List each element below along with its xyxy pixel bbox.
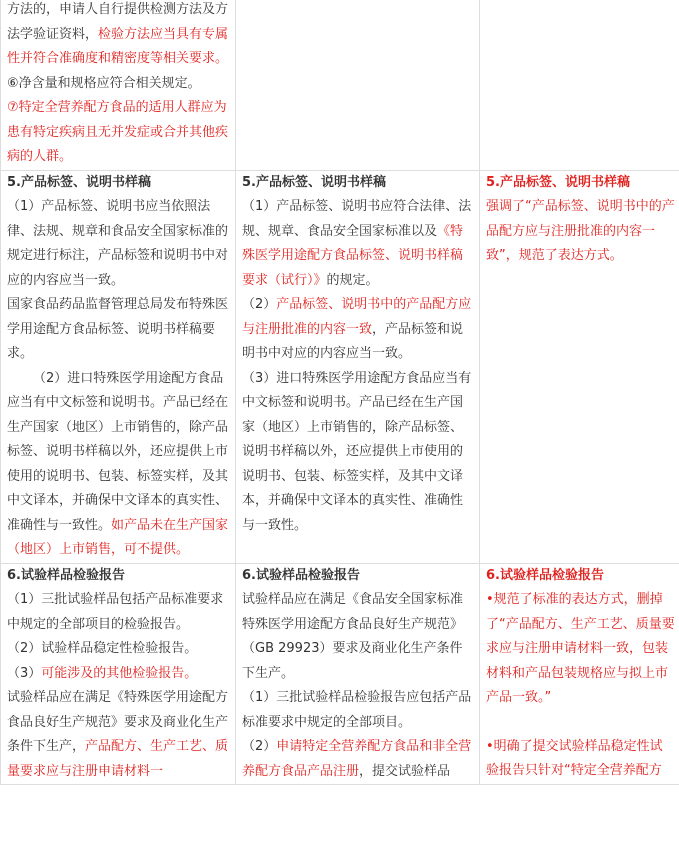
paragraph	[486, 735, 675, 784]
body-text: （1）三批试验样品检验报告应包括产品标准要求中规定的全部项目。	[242, 690, 472, 730]
highlighted-text: ⑦特定全营养配方食品的适用人群应为患有特定疾病且无并发症或合并其他疾病的人群。	[7, 100, 229, 164]
paragraph	[7, 686, 231, 784]
highlighted-text: 产品配方、生产工艺、质量要求应与注册申请材料一	[7, 739, 229, 779]
paragraph	[242, 588, 475, 686]
body-text: （3）	[7, 665, 42, 681]
paragraph	[486, 588, 675, 711]
body-text: 方法的，申请人自行提供检测方法及方法学验证资料，	[7, 2, 229, 42]
body-text: 国家食品药品监督管理总局发布特殊医学用途配方食品标签、说明书样稿要求。	[7, 297, 229, 361]
paragraph	[242, 293, 475, 367]
section-title: 6.试验样品检验报告	[486, 567, 604, 583]
highlighted-text: 检验方法应当具有专属性并符合准确度和精密度等相关要求。	[7, 26, 229, 66]
body-text: （3）进口特殊医学用途配方食品应当有中文标签和说明书。产品已经在生产国家（地区）上市销售的，除产品标签、说明书样稿以外，还应提供上市使用的说明书、包装、标签实样，及其中文译本，并确保中文译本的真实性、准确性与一致性。	[242, 370, 472, 533]
new-text-cell	[236, 0, 480, 170]
highlighted-text: 《特殊医学用途配方食品标签、说明书样稿要求（试行）》	[242, 223, 464, 288]
paragraph	[7, 96, 231, 170]
paragraph	[7, 637, 231, 662]
paragraph	[242, 735, 475, 784]
body-text: ，提交试验样品	[359, 763, 451, 779]
highlighted-text: 申请特定全营养配方食品和非全营养配方食品产品注册	[242, 739, 472, 779]
old-text-cell	[1, 170, 236, 563]
table-row	[1, 0, 679, 170]
body-text: （2）进口特殊医学用途配方食品应当有中文标签和说明书。产品已经在生产国家（地区）上市销售的，除产品标签、说明书样稿以外，还应提供上市使用的说明书、包装、标签实样，及其中文译本，并确保中文译本的真实性、准确性与一致性。	[7, 370, 229, 533]
highlighted-text: •明确了提交试验样品稳定性试验报告只针对“特定全营养配方	[486, 738, 663, 778]
body-text: ⑥净含量和规格应符合相关规定。	[7, 75, 201, 91]
body-text: （1）产品标签、说明书应当依照法律、法规、规章和食品安全国家标准的规定进行标注，产品标签和说明书中对应的内容应当一致。	[7, 199, 229, 288]
old-text-cell	[1, 0, 236, 170]
paragraph	[7, 367, 231, 563]
paragraph	[486, 195, 675, 269]
highlighted-text: •规范了标准的表达方式，删掉了“产品配方、生产工艺、质量要求应与注册申请材料一致，包装材料和产品包装规格应与拟上市产品一致。”	[486, 592, 675, 705]
section-title: 5.产品标签、说明书样稿	[486, 174, 630, 190]
section-title: 6.试验样品检验报告	[242, 567, 360, 583]
section-title: 6.试验样品检验报告	[7, 567, 125, 583]
highlighted-text: 产品标签、说明书中的产品配方应与注册批准的内容一致	[242, 297, 472, 337]
section-title: 5.产品标签、说明书样稿	[242, 174, 386, 190]
body-text: （2）	[242, 297, 277, 312]
paragraph	[242, 367, 475, 539]
highlighted-text: 如产品未在生产国家（地区）上市销售，可不提供。	[7, 517, 229, 557]
body-text: 试验样品应在满足《食品安全国家标准特殊医学用途配方食品良好生产规范》（GB 29923）要求及商业化生产条件下生产。	[242, 592, 464, 681]
paragraph	[7, 588, 231, 637]
old-text-cell	[1, 563, 236, 785]
body-text: （2）	[242, 739, 277, 754]
change-note-cell	[480, 563, 679, 785]
paragraph	[7, 0, 231, 72]
paragraph	[7, 662, 231, 687]
spacer	[486, 711, 675, 735]
paragraph	[7, 72, 231, 97]
body-text: （1）产品标签、说明书应符合法律、法规、规章、食品安全国家标准以及	[242, 199, 472, 239]
highlighted-text: 可能涉及的其他检验报告。	[41, 665, 198, 681]
paragraph	[7, 293, 231, 367]
body-text: （2）试验样品稳定性检验报告。	[7, 641, 198, 656]
body-text: （1）三批试验样品包括产品标准要求中规定的全部项目的检验报告。	[7, 592, 224, 632]
new-text-cell	[236, 563, 480, 785]
table-row	[1, 170, 679, 563]
new-text-cell	[236, 170, 480, 563]
highlighted-text: 强调了“产品标签、说明书中的产品配方应与注册批准的内容一致”，规范了表达方式。	[486, 199, 675, 263]
change-note-cell	[480, 0, 679, 170]
body-text: 的规定。	[326, 272, 379, 288]
body-text: 试验样品应在满足《特殊医学用途配方食品良好生产规范》要求及商业化生产条件下生产，	[7, 690, 229, 754]
table-row	[1, 563, 679, 785]
paragraph	[242, 686, 475, 735]
paragraph	[7, 195, 231, 293]
change-note-cell	[480, 170, 679, 563]
body-text: ，产品标签和说明书中对应的内容应当一致。	[242, 321, 464, 361]
paragraph	[242, 195, 475, 293]
section-title: 5.产品标签、说明书样稿	[7, 174, 151, 190]
